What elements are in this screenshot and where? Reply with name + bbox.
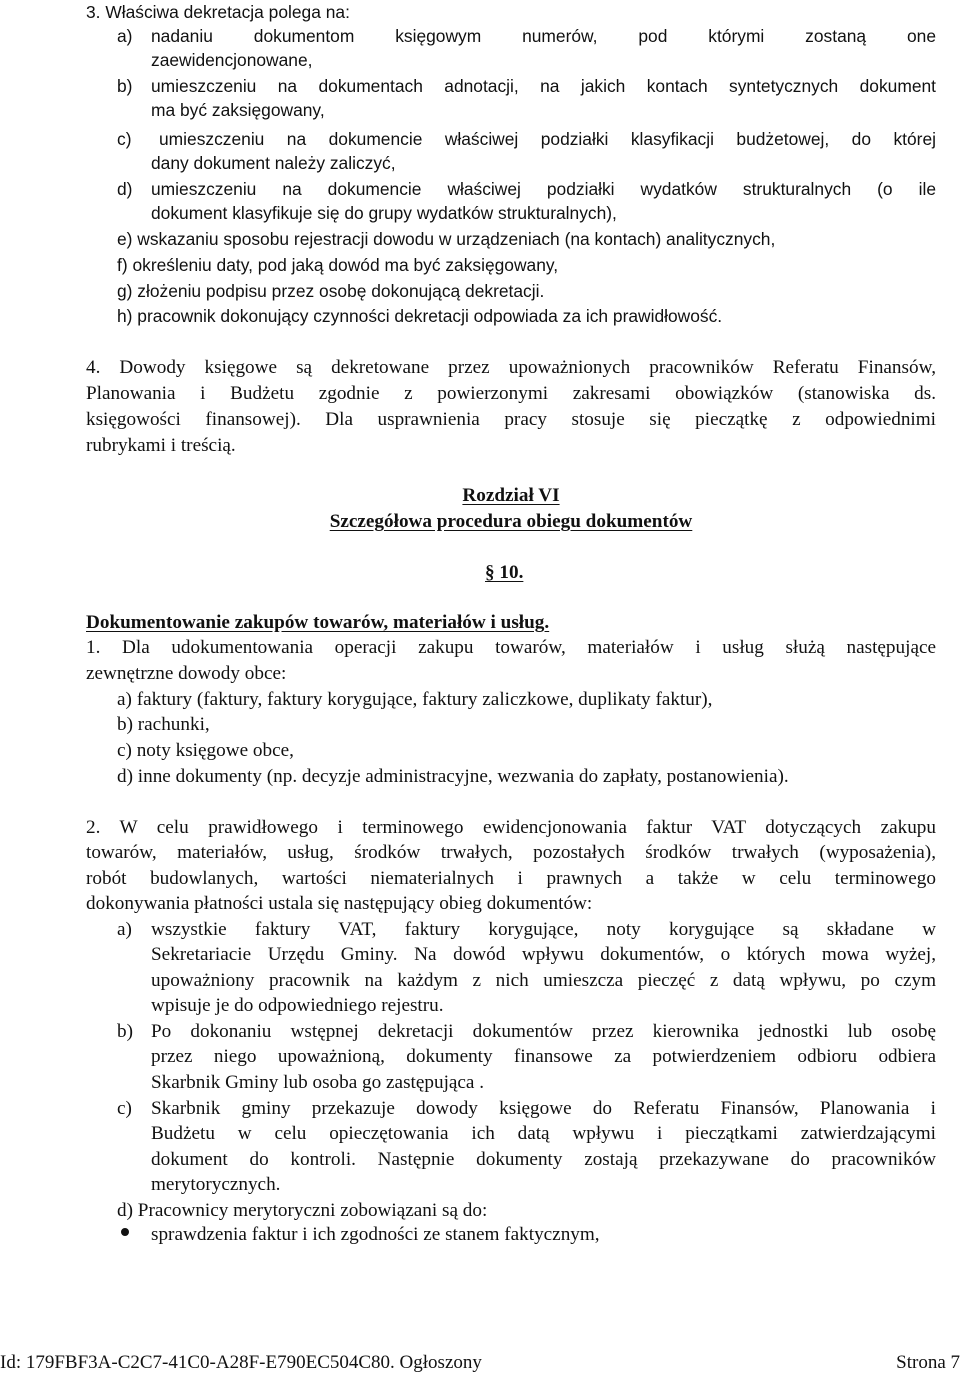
point-2-line-2: towarów, materiałów, usług, środków trwałych, pozostałych środków trwałych (wyposażenia), <box>86 842 936 863</box>
footer-document-id: Id: 179FBF3A-C2C7-41C0-A28F-E790EC504C80. Ogłoszony <box>0 1352 482 1373</box>
item-d-line-1: umieszczeniu na dokumencie właściwej podziałki wydatków strukturalnych (o ile <box>151 179 936 199</box>
item-a-line-2: zaewidencjonowane, <box>151 50 313 70</box>
item-e: e) wskazaniu sposobu rejestracji dowodu w urządzeniach (na kontach) analitycznych, <box>117 229 776 249</box>
section-4-line-4: rubrykami i treścią. <box>86 435 236 456</box>
item-d-label: d) <box>117 179 133 199</box>
point-2-c-label: c) <box>117 1098 132 1119</box>
item-b-line-1: umieszczeniu na dokumentach adnotacji, na jakich kontach syntetycznych dokument <box>151 76 936 96</box>
point-2-c-line-3: dokument do kontroli. Następnie dokumenty zostają przekazywane do pracowników <box>151 1149 936 1170</box>
item-c-line-1: umieszczeniu na dokumencie właściwej podziałki klasyfikacji budżetowej, do której <box>159 129 936 149</box>
point-1-item-a: a) faktury (faktury, faktury korygujące, faktury zaliczkowe, duplikaty faktur), <box>117 689 713 710</box>
item-b-label: b) <box>117 76 133 96</box>
point-2-c-line-1: Skarbnik gminy przekazuje dowody księgowe do Referatu Finansów, Planowania i <box>151 1098 936 1119</box>
item-d-line-2: dokument klasyfikuje się do grupy wydatków strukturalnych), <box>151 203 617 223</box>
item-f: f) określeniu daty, pod jaką dowód ma być zaksięgowany, <box>117 255 559 275</box>
item-a-line-1: nadaniu dokumentom księgowym numerów, pod którymi zostaną one <box>151 26 936 46</box>
point-2-a-line-3: upoważniony pracownik na każdym z nich umieszcza pieczęć z datą wpływu, po czym <box>151 970 936 991</box>
item-c-line-2: dany dokument należy zaliczyć, <box>151 153 396 173</box>
item-b-line-2: ma być zaksięgowany, <box>151 100 325 120</box>
item-g: g) złożeniu podpisu przez osobę dokonującą dekretacji. <box>117 281 545 301</box>
point-2-line-4: dokonywania płatności ustala się następujący obieg dokumentów: <box>86 893 593 914</box>
section-4-line-3: księgowości finansowej). Dla usprawnienia pracy stosuje się pieczątkę z odpowiednimi <box>86 409 936 430</box>
point-2-a-line-1: wszystkie faktury VAT, faktury korygujące, noty korygujące są składane w <box>151 919 936 940</box>
paragraph-number: § 10. <box>485 562 524 583</box>
point-2-b-label: b) <box>117 1021 133 1042</box>
point-2-b-line-2: przez niego upoważnioną, dokumenty finansowe za potwierdzeniem odbioru odbiera <box>151 1046 936 1067</box>
chapter-subtitle: Szczegółowa procedura obiegu dokumentów <box>329 511 693 532</box>
point-2-bullet-1: sprawdzenia faktur i ich zgodności ze stanem faktycznym, <box>151 1224 600 1245</box>
footer-page-number: Strona 7 <box>896 1352 960 1373</box>
bullet-icon <box>121 1228 129 1236</box>
item-c-label: c) <box>117 129 132 149</box>
point-2-c-line-4: merytorycznych. <box>151 1174 281 1195</box>
item-a-label: a) <box>117 26 133 46</box>
item-h: h) pracownik dokonujący czynności dekretacji odpowiada za ich prawidłowość. <box>117 306 723 326</box>
point-2-a-line-2: Sekretariacie Urzędu Gminy. Na dowód wpływu dokumentów, o których mowa wyżej, <box>151 944 936 965</box>
point-2-a-label: a) <box>117 919 132 940</box>
point-2-c-line-2: Budżetu w celu opieczętowania ich datą wpływu i pieczątkami zatwierdzającymi <box>151 1123 936 1144</box>
chapter-title: Rozdział VI <box>462 485 560 506</box>
section-4-line-1: 4. Dowody księgowe są dekretowane przez upoważnionych pracowników Referatu Finansów, <box>86 357 936 378</box>
section-4-line-2: Planowania i Budżetu zgodnie z powierzonymi zakresami obowiązków (stanowiska ds. <box>86 383 936 404</box>
point-1-item-c: c) noty księgowe obce, <box>117 740 294 761</box>
point-2-item-d: d) Pracownicy merytoryczni zobowiązani są do: <box>117 1200 488 1221</box>
point-1-item-b: b) rachunki, <box>117 714 210 735</box>
point-2-line-3: robót budowlanych, wartości niematerialnych i prawnych a także w celu terminowego <box>86 868 936 889</box>
point-1-item-d: d) inne dokumenty (np. decyzje administracyjne, wezwania do zapłaty, postanowienia). <box>117 766 789 787</box>
point-1-line-2: zewnętrzne dowody obce: <box>86 663 287 684</box>
point-2-a-line-4: wpisuje je do odpowiedniego rejestru. <box>151 995 444 1016</box>
point-2-b-line-3: Skarbnik Gminy lub osoba go zastępująca . <box>151 1072 485 1093</box>
section-3-title: 3. Właściwa dekretacja polega na: <box>86 2 350 22</box>
point-2-b-line-1: Po dokonaniu wstępnej dekretacji dokumentów przez kierownika jednostki lub osobę <box>151 1021 936 1042</box>
point-1-line-1: 1. Dla udokumentowania operacji zakupu towarów, materiałów i usług służą następujące <box>86 637 936 658</box>
section-heading: Dokumentowanie zakupów towarów, materiałów i usług. <box>86 612 550 633</box>
point-2-line-1: 2. W celu prawidłowego i terminowego ewidencjonowania faktur VAT dotyczących zakupu <box>86 817 936 838</box>
